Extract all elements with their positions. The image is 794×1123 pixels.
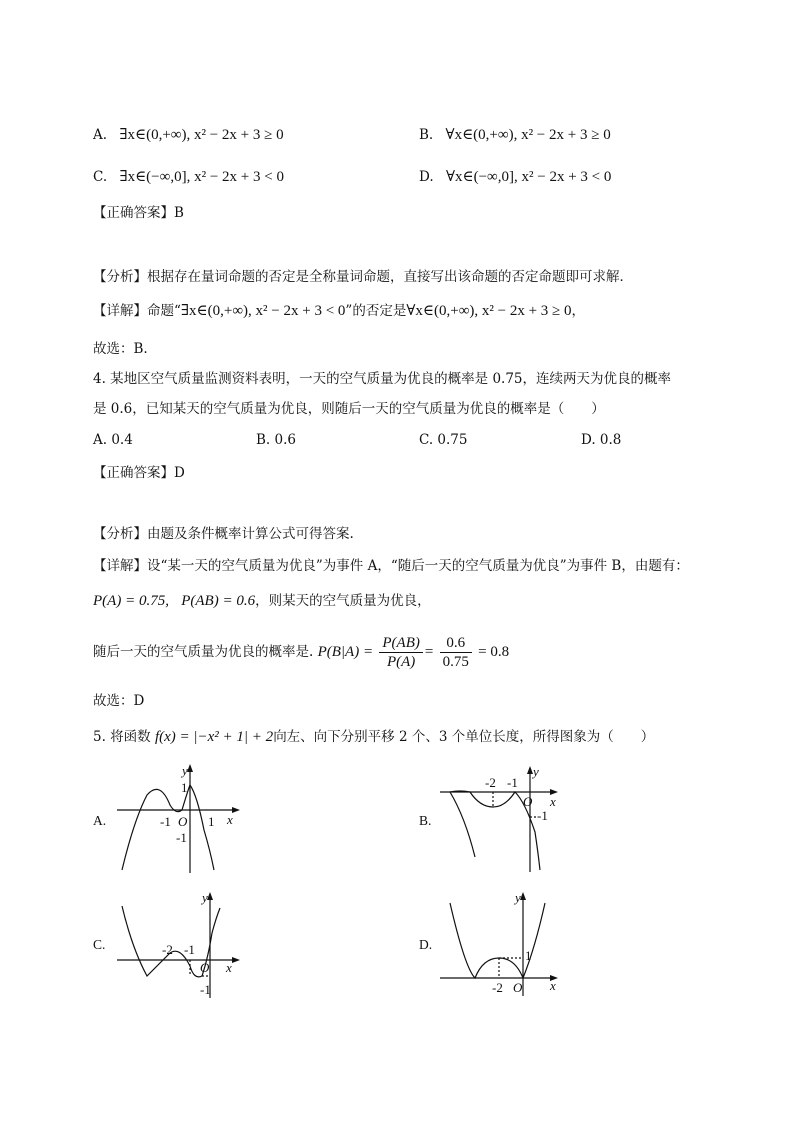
option-c bbox=[93, 167, 284, 187]
formula-lhs: P(B|A) = bbox=[317, 644, 374, 660]
option-text: ∀x∈(−∞,0], x² − 2x + 3 < 0 bbox=[445, 169, 612, 185]
svg-text:-2: -2 bbox=[492, 980, 503, 995]
option-a bbox=[93, 125, 284, 145]
svg-text:1: 1 bbox=[525, 948, 532, 963]
svg-text:y: y bbox=[533, 764, 539, 779]
detail-tail: ，则某天的空气质量为优良， bbox=[255, 593, 431, 609]
graph-b bbox=[435, 762, 570, 877]
curve bbox=[450, 903, 545, 978]
svg-text:-1: -1 bbox=[160, 814, 171, 829]
graph-a bbox=[112, 760, 252, 875]
option-a-label: A. bbox=[93, 813, 107, 828]
option-b-label: B. bbox=[419, 813, 432, 828]
option-text: ∃x∈(0,+∞), x² − 2x + 3 ≥ 0 bbox=[119, 127, 284, 143]
svg-text:1: 1 bbox=[208, 814, 215, 829]
detail: 【详解】设“某一天的空气质量为优良”为事件 A，“随后一天的空气质量为优良”为事件 B，由题有： bbox=[93, 558, 689, 574]
svg-text:O: O bbox=[178, 814, 188, 829]
negation: ∀x∈(0,+∞), x² − 2x + 3 ≥ 0 bbox=[406, 303, 572, 319]
question-stem: 4. 某地区空气质量监测资料表明，一天的空气质量为优良的概率是 0.75，连续两天为优良的概率 bbox=[93, 371, 672, 387]
svg-text:x: x bbox=[227, 812, 233, 827]
correct-answer: 【正确答案】D bbox=[93, 465, 185, 481]
svg-text:1: 1 bbox=[181, 780, 188, 795]
svg-text:-2: -2 bbox=[162, 942, 173, 957]
option-letter: A. bbox=[93, 127, 108, 143]
fraction bbox=[440, 634, 472, 671]
graph-c bbox=[112, 888, 252, 1003]
option-d bbox=[419, 167, 611, 187]
fraction-denominator: P(A) bbox=[386, 654, 416, 670]
choose-statement: 故选：B. bbox=[93, 341, 148, 357]
question-stem bbox=[93, 727, 654, 747]
choose-statement: 故选：D bbox=[93, 693, 145, 709]
svg-text:-1: -1 bbox=[507, 775, 518, 790]
svg-text:x: x bbox=[550, 794, 556, 809]
option-letter: D. bbox=[419, 169, 434, 185]
fraction-numerator: 0.6 bbox=[440, 634, 472, 653]
detail-formula: 随后一天的空气质量为优良的概率是. P(B|A) = $\frac{P(AB)}{P(A)}$ = $\frac{0.6}{0.75}$ = 0.8 bbox=[93, 635, 510, 670]
analysis: 【分析】由题及条件概率计算公式可得答案. bbox=[93, 526, 354, 542]
svg-text:y: y bbox=[182, 763, 188, 778]
stem-suffix: 向左、向下分别平移 2 个、3 个单位长度，所得图象为（ ） bbox=[273, 729, 655, 745]
proposition: ∃x∈(0,+∞), x² − 2x + 3 < 0 bbox=[180, 303, 346, 319]
option-b: B. 0.6 bbox=[256, 432, 296, 448]
option-letter: B. bbox=[419, 127, 434, 143]
correct-answer: 【正确答案】B bbox=[93, 205, 184, 221]
option-letter: C. bbox=[93, 169, 108, 185]
svg-text:-1: -1 bbox=[176, 830, 187, 845]
svg-text:x: x bbox=[226, 960, 232, 975]
option-d: D. 0.8 bbox=[581, 432, 622, 448]
detail-mid: ”的否定是 bbox=[345, 303, 407, 319]
detail-text: 随后一天的空气质量为优良的概率是. bbox=[93, 644, 314, 660]
svg-text:-1: -1 bbox=[184, 942, 195, 957]
stem-prefix: 5. 将函数 bbox=[93, 729, 151, 745]
prob-a: P(A) = 0.75, bbox=[93, 593, 169, 609]
detail bbox=[93, 301, 585, 321]
option-a: A. 0.4 bbox=[93, 432, 133, 448]
formula-result: = 0.8 bbox=[478, 644, 510, 660]
function-expression: f(x) = |−x² + 1| + 2 bbox=[154, 729, 274, 745]
option-d-label: D. bbox=[419, 937, 433, 952]
fraction bbox=[379, 634, 422, 671]
detail-probabilities bbox=[93, 591, 431, 611]
svg-text:y: y bbox=[515, 890, 521, 905]
svg-text:y: y bbox=[202, 890, 208, 905]
detail-prefix: 【详解】命题“ bbox=[93, 303, 181, 319]
svg-text:O: O bbox=[523, 794, 533, 809]
fraction-numerator: P(AB) bbox=[379, 634, 422, 653]
option-text: ∀x∈(0,+∞), x² − 2x + 3 ≥ 0 bbox=[445, 127, 611, 143]
option-b bbox=[419, 125, 611, 145]
svg-text:-1: -1 bbox=[200, 982, 211, 997]
svg-text:O: O bbox=[513, 980, 523, 995]
svg-text:x: x bbox=[550, 978, 556, 993]
option-text: ∃x∈(−∞,0], x² − 2x + 3 < 0 bbox=[119, 169, 284, 185]
graph-d bbox=[435, 888, 570, 998]
svg-text:O: O bbox=[200, 960, 210, 975]
question-stem: 是 0.6，已知某天的空气质量为优良，则随后一天的空气质量为优良的概率是（ ） bbox=[93, 401, 605, 417]
option-c: C. 0.75 bbox=[419, 432, 468, 448]
svg-text:-1: -1 bbox=[537, 808, 548, 823]
detail-end: ， bbox=[571, 303, 586, 319]
prob-ab: P(AB) = 0.6 bbox=[181, 593, 256, 609]
fraction-denominator: 0.75 bbox=[442, 654, 469, 670]
analysis: 【分析】根据存在量词命题的否定是全称量词命题，直接写出该命题的否定命题即可求解． bbox=[93, 269, 633, 285]
svg-text:-2: -2 bbox=[485, 775, 496, 790]
option-c-label: C. bbox=[93, 937, 106, 952]
